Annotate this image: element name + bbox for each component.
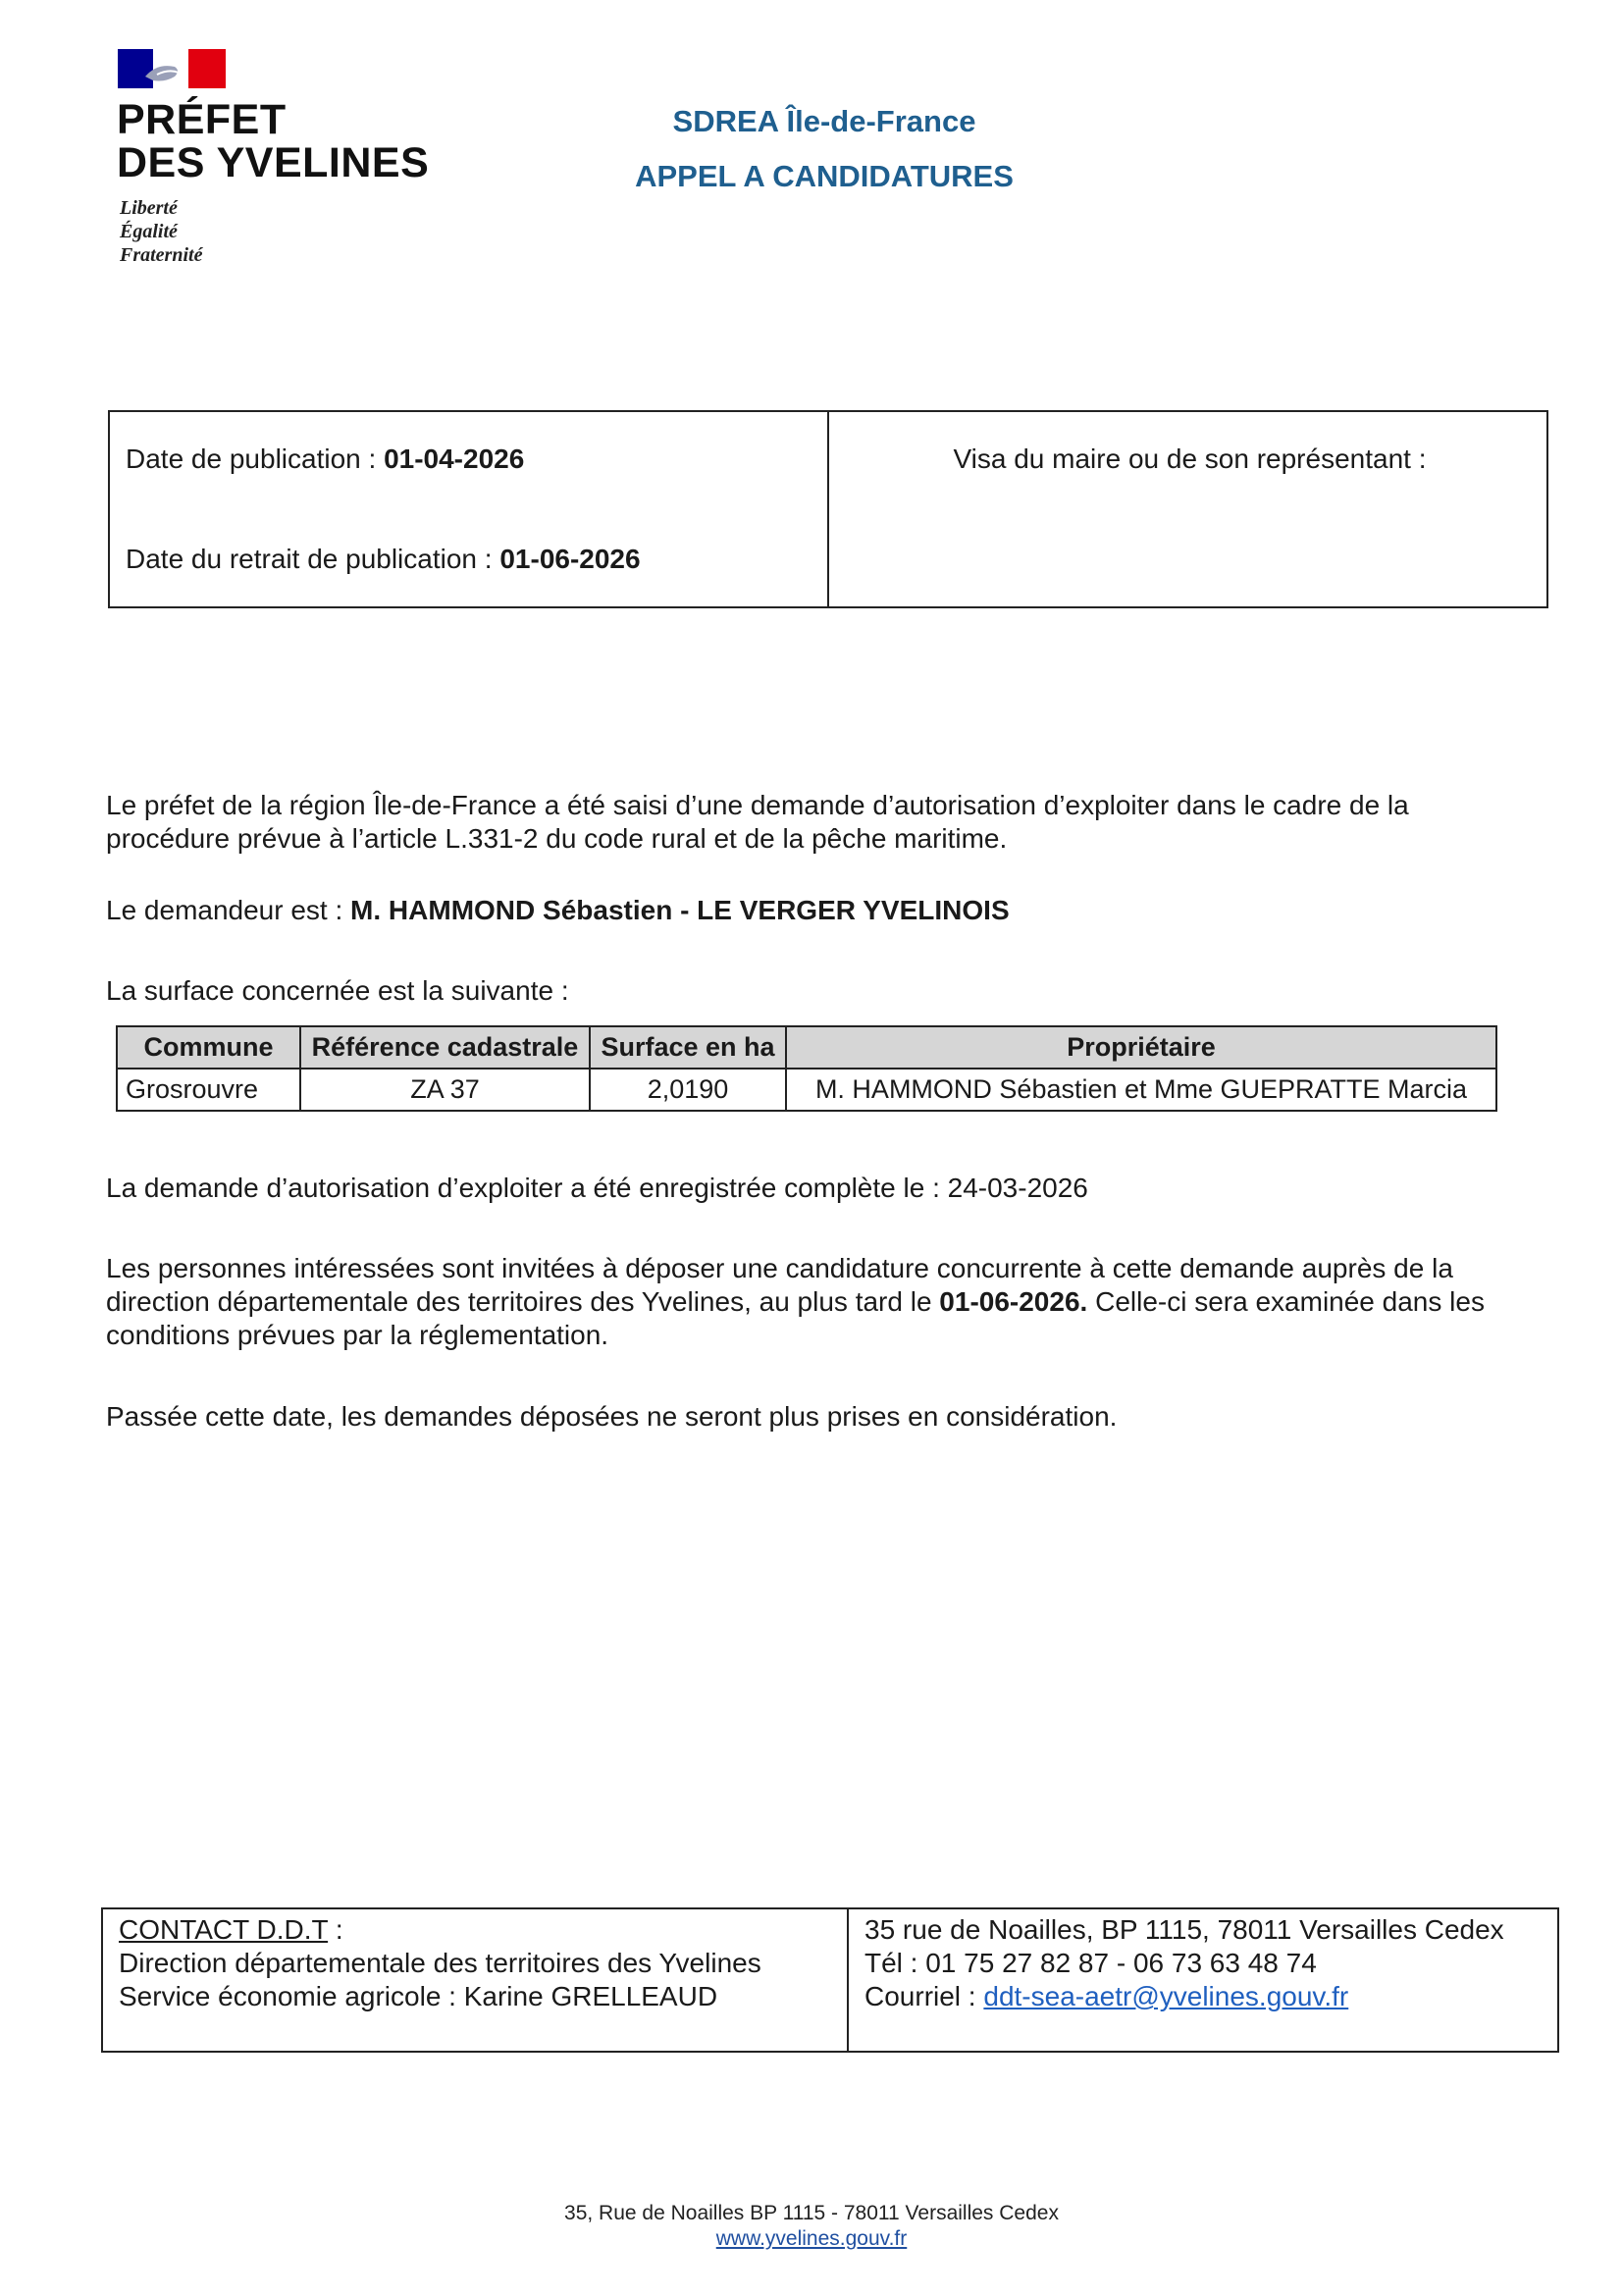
page-title: APPEL A CANDIDATURES	[635, 159, 1014, 193]
header-right	[550, 94, 1099, 204]
cell-reference: ZA 37	[300, 1069, 590, 1111]
invite-date: 01-06-2026.	[939, 1286, 1088, 1317]
publication-value: 01-04-2026	[384, 444, 525, 474]
contact-address: 35 rue de Noailles, BP 1115, 78011 Versailles Cedex	[864, 1914, 1504, 1945]
courriel-label: Courriel :	[864, 1981, 984, 2011]
parcel-table	[116, 1025, 1497, 1112]
service-name: SDREA Île-de-France	[672, 104, 976, 138]
retrait-date	[126, 544, 641, 575]
footer-address: 35, Rue de Noailles BP 1115 - 78011 Versailles Cedex	[564, 2202, 1059, 2224]
demandeur-label: Le demandeur est :	[106, 895, 351, 925]
visa-label: Visa du maire ou de son représentant :	[953, 444, 1427, 474]
prefet-line-2: DES YVELINES	[117, 139, 430, 186]
prefet-title	[117, 98, 429, 184]
surface-intro: La surface concernée est la suivante :	[106, 975, 569, 1006]
devise-fraternite: Fraternité	[120, 244, 203, 266]
contact-left	[119, 1913, 835, 2013]
contact-title	[119, 1913, 835, 1947]
table-row	[117, 1069, 1496, 1111]
marianne-logo-icon	[118, 49, 226, 88]
closing-paragraph: Passée cette date, les demandes déposées ne seront plus prises en considération.	[106, 1401, 1118, 1432]
header-commune: Commune	[117, 1026, 300, 1069]
demandeur-value: M. HAMMOND Sébastien - LE VERGER YVELINOIS	[350, 895, 1010, 925]
publication-date	[126, 444, 524, 475]
cell-surface: 2,0190	[590, 1069, 786, 1111]
contact-courriel	[864, 1980, 1551, 2013]
contact-title-suffix: :	[328, 1914, 343, 1945]
cell-proprietaire: M. HAMMOND Sébastien et Mme GUEPRATTE Marcia	[786, 1069, 1496, 1111]
invite-text-1: Les personnes intéressées sont invitées à déposer une candidature concurrente à cette demande auprès de la direction départementale des territoires des Yvelines, au plus tard le	[106, 1253, 1453, 1317]
invite-text-2: Celle-ci sera examinée dans les conditions prévues par la réglementation.	[106, 1286, 1485, 1350]
dates-box-divider	[827, 412, 829, 606]
publication-label: Date de publication :	[126, 444, 385, 474]
table-header-row	[117, 1026, 1496, 1069]
demandeur-line	[106, 894, 1519, 927]
invite-paragraph	[106, 1252, 1519, 1352]
devise-egalite: Égalité	[120, 221, 178, 242]
contact-box	[101, 1907, 1559, 2053]
contact-right	[864, 1913, 1551, 2013]
devise	[120, 196, 202, 267]
contact-tel: Tél : 01 75 27 82 87 - 06 73 63 48 74	[864, 1948, 1317, 1978]
dates-box	[108, 410, 1548, 608]
courriel-link[interactable]: ddt-sea-aetr@yvelines.gouv.fr	[983, 1981, 1349, 2011]
header-reference: Référence cadastrale	[300, 1026, 590, 1069]
contact-box-divider	[847, 1909, 849, 2051]
contact-direction: Direction départementale des territoires des Yvelines	[119, 1948, 761, 1978]
retrait-label: Date du retrait de publication :	[126, 544, 500, 574]
devise-liberte: Liberté	[120, 197, 178, 219]
footer	[0, 2201, 1623, 2252]
contact-title-text: CONTACT D.D.T	[119, 1914, 329, 1945]
cell-commune: Grosrouvre	[117, 1069, 300, 1111]
footer-website-link[interactable]: www.yvelines.gouv.fr	[715, 2227, 908, 2250]
header-surface: Surface en ha	[590, 1026, 786, 1069]
complete-paragraph: La demande d’autorisation d’exploiter a été enregistrée complète le : 24-03-2026	[106, 1173, 1088, 1203]
header-proprietaire: Propriétaire	[786, 1026, 1496, 1069]
contact-service: Service économie agricole : Karine GRELLEAUD	[119, 1981, 718, 2011]
intro-paragraph: Le préfet de la région Île-de-France a été saisi d’une demande d’autorisation d’exploiter dans le cadre de la procédure prévue à l’article L.331-2 du code rural et de la pêche maritime.	[106, 790, 1409, 854]
prefet-line-1: PRÉFET	[117, 96, 287, 143]
retrait-value: 01-06-2026	[499, 544, 641, 574]
